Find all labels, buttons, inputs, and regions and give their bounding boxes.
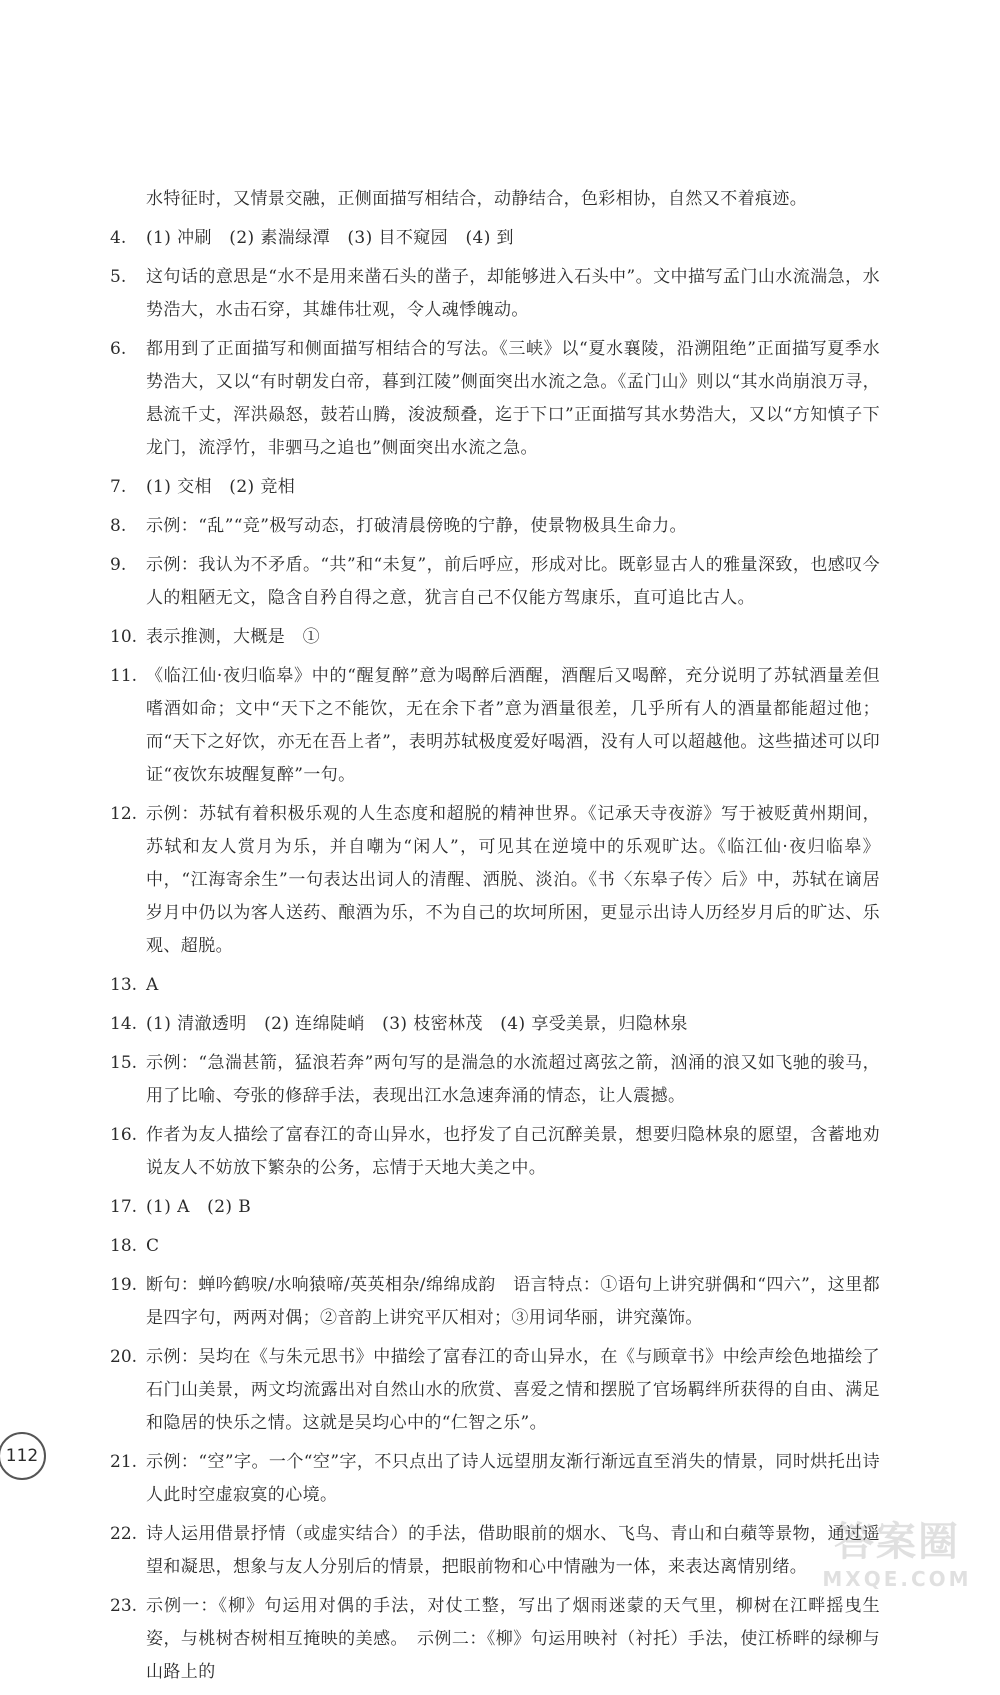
answer-number: 8. xyxy=(110,516,127,536)
answer-item-6 xyxy=(110,333,880,465)
answer-item-18 xyxy=(110,1230,880,1263)
watermark-logo: 答案圈 xyxy=(834,1519,960,1565)
answer-number: 15. xyxy=(110,1053,138,1073)
answer-number: 13. xyxy=(110,975,138,995)
answer-text: 表示推测，大概是 ① xyxy=(146,627,320,647)
answer-text: 示例：吴均在《与朱元思书》中描绘了富春江的奇山异水，在《与顾章书》中绘声绘色地描绘了石门山美景，两文均流露出对自然山水的欣赏、喜爱之情和摆脱了官场羁绊所获得的自由、满足和隐居的快乐之情。这就是吴均心中的“仁智之乐”。 xyxy=(146,1347,880,1433)
answer-number: 17. xyxy=(110,1197,138,1217)
answer-item-16 xyxy=(110,1119,880,1185)
answer-item-continuation xyxy=(110,183,880,216)
answer-text: 作者为友人描绘了富春江的奇山异水，也抒发了自己沉醉美景，想要归隐林泉的愿望，含蓄地劝说友人不妨放下繁杂的公务，忘情于天地大美之中。 xyxy=(146,1125,880,1178)
answer-item-15 xyxy=(110,1047,880,1113)
answer-item-21 xyxy=(110,1446,880,1512)
answer-list xyxy=(110,183,880,1695)
answer-item-22 xyxy=(110,1518,880,1584)
answer-item-5 xyxy=(110,261,880,327)
answer-text: (1) 交相 (2) 竞相 xyxy=(146,477,296,497)
answer-number: 12. xyxy=(110,804,138,824)
watermark-site: MXQE.COM xyxy=(822,1567,972,1591)
answer-item-7 xyxy=(110,471,880,504)
answer-number: 19. xyxy=(110,1275,138,1295)
answer-number: 20. xyxy=(110,1347,138,1367)
answer-number: 16. xyxy=(110,1125,138,1145)
answer-text: 水特征时，又情景交融，正侧面描写相结合，动静结合，色彩相协，自然又不着痕迹。 xyxy=(146,189,808,209)
answer-number: 4. xyxy=(110,228,127,248)
answer-item-20 xyxy=(110,1341,880,1440)
answer-text: (1) A (2) B xyxy=(146,1197,252,1217)
answer-number: 18. xyxy=(110,1236,138,1256)
answer-text: A xyxy=(146,975,159,995)
answer-item-4 xyxy=(110,222,880,255)
answer-item-14 xyxy=(110,1008,880,1041)
answer-number: 9. xyxy=(110,555,127,575)
answer-text: 示例：我认为不矛盾。“共”和“未复”，前后呼应，形成对比。既彰显古人的雅量深致，也感叹今人的粗陋无文，隐含自矜自得之意，犹言自己不仅能方驾康乐，直可追比古人。 xyxy=(146,555,880,608)
answer-item-13 xyxy=(110,969,880,1002)
answer-text: 断句：蝉吟鹤唳/水响猿啼/英英相杂/绵绵成韵 语言特点：①语句上讲究骈偶和“四六”，这里都是四字句，两两对偶；②音韵上讲究平仄相对；③用词华丽，讲究藻饰。 xyxy=(146,1275,880,1328)
answer-text: 示例一：《柳》句运用对偶的手法，对仗工整，写出了烟雨迷蒙的天气里，柳树在江畔摇曳生姿，与桃树杏树相互掩映的美感。 示例二：《柳》句运用映衬（衬托）手法，使江桥畔的绿柳与山路上的 xyxy=(146,1596,880,1682)
answer-number: 14. xyxy=(110,1014,138,1034)
answer-number: 22. xyxy=(110,1524,138,1544)
answer-item-10 xyxy=(110,621,880,654)
answer-text: 示例：苏轼有着积极乐观的人生态度和超脱的精神世界。《记承天寺夜游》写于被贬黄州期间，苏轼和友人赏月为乐，并自嘲为“闲人”，可见其在逆境中的乐观旷达。《临江仙·夜归临皋》中，“江海寄余生”一句表达出词人的清醒、洒脱、淡泊。《书〈东皋子传〉后》中，苏轼在谪居岁月中仍以为客人送药、酿酒为乐，不为自己的坎坷所困，更显示出诗人历经岁月后的旷达、乐观、超脱。 xyxy=(146,804,880,956)
answer-number: 23. xyxy=(110,1596,138,1616)
answer-text: (1) 冲刷 (2) 素湍绿潭 (3) 目不窥园 (4) 到 xyxy=(146,228,514,248)
answer-number: 11. xyxy=(110,666,138,686)
answer-text: C xyxy=(146,1236,160,1256)
answer-item-9 xyxy=(110,549,880,615)
answer-text: 都用到了正面描写和侧面描写相结合的写法。《三峡》以“夏水襄陵，沿溯阻绝”正面描写夏季水势浩大，又以“有时朝发白帝，暮到江陵”侧面突出水流之急。《孟门山》则以“其水尚崩浪万寻，悬流千丈，浑洪赑怒，鼓若山腾，浚波颓叠，迄于下口”正面描写其水势浩大，又以“方知慎子下龙门，流浮竹，非驷马之追也”侧面突出水流之急。 xyxy=(146,339,880,458)
answer-text: (1) 清澈透明 (2) 连绵陡峭 (3) 枝密林茂 (4) 享受美景，归隐林泉 xyxy=(146,1014,688,1034)
answer-item-12 xyxy=(110,798,880,963)
answer-item-23 xyxy=(110,1590,880,1689)
answer-text: 《临江仙·夜归临皋》中的“醒复醉”意为喝醉后酒醒，酒醒后又喝醉，充分说明了苏轼酒量差但嗜酒如命；文中“天下之不能饮，无在余下者”意为酒量很差，几乎所有人的酒量都能超过他；而“天下之好饮，亦无在吾上者”，表明苏轼极度爱好喝酒，没有人可以超越他。这些描述可以印证“夜饮东坡醒复醉”一句。 xyxy=(146,666,880,785)
answer-item-11 xyxy=(110,660,880,792)
answer-number: 21. xyxy=(110,1452,138,1472)
answer-number: 7. xyxy=(110,477,127,497)
site-watermark xyxy=(812,1510,982,1590)
answer-text: 这句话的意思是“水不是用来凿石头的凿子，却能够进入石头中”。文中描写孟门山水流湍急，水势浩大，水击石穿，其雄伟壮观，令人魂悸魄动。 xyxy=(146,267,880,320)
answer-text: 诗人运用借景抒情（或虚实结合）的手法，借助眼前的烟水、飞鸟、青山和白蘋等景物，通过遥望和凝思，想象与友人分别后的情景，把眼前物和心中情融为一体，来表达离情别绪。 xyxy=(146,1524,880,1577)
answer-number: 5. xyxy=(110,267,127,287)
answer-item-17 xyxy=(110,1191,880,1224)
answer-item-8 xyxy=(110,510,880,543)
answer-text: 示例：“空”字。一个“空”字，不只点出了诗人远望朋友渐行渐远直至消失的情景，同时烘托出诗人此时空虚寂寞的心境。 xyxy=(146,1452,880,1505)
answer-number: 6. xyxy=(110,339,127,359)
answer-number: 10. xyxy=(110,627,138,647)
answer-text: 示例：“乱”“竞”极写动态，打破清晨傍晚的宁静，使景物极具生命力。 xyxy=(146,516,687,536)
answer-text: 示例：“急湍甚箭，猛浪若奔”两句写的是湍急的水流超过离弦之箭，汹涌的浪又如飞驰的骏马，用了比喻、夸张的修辞手法，表现出江水急速奔涌的情态，让人震撼。 xyxy=(146,1053,880,1106)
answer-item-19 xyxy=(110,1269,880,1335)
page-number-badge: 112 xyxy=(0,1432,46,1480)
